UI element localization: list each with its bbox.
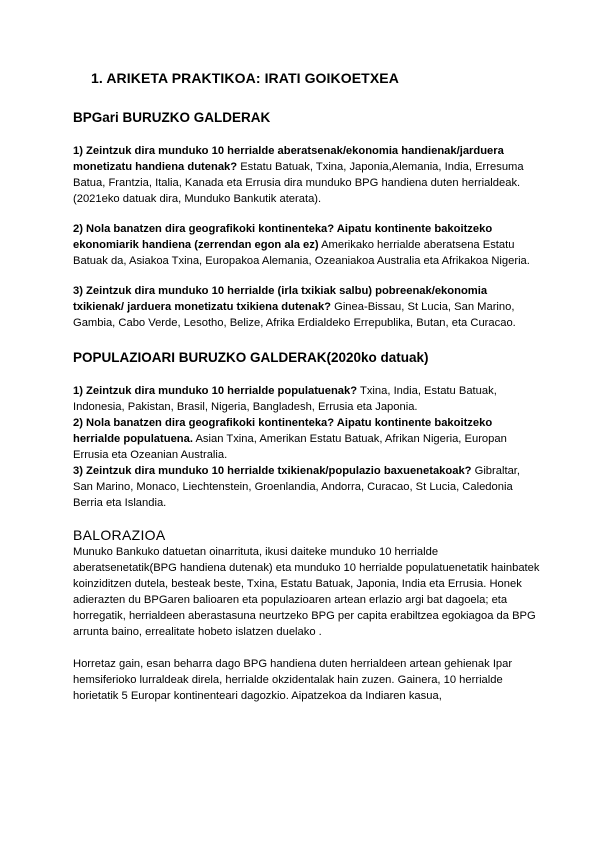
assessment-section-heading: BALORAZIOA bbox=[73, 527, 166, 543]
population-question-1-text: 1) Zeintzuk dira munduko 10 herrialde populatuenak? bbox=[73, 385, 358, 397]
assessment-paragraph-1: Munuko Bankuko datuetan oinarrituta, ikusi daiteke munduko 10 herrialde aberatsenetatik(BPG handiena dutenak) eta munduko 10 herrialde populatuenetatik hainbatek koinziditzen dutela, besteak beste, Txina, Estatu Batuak, Japonia, India eta Errusia. Honek adierazten du BPGaren balioaren eta populazioaren artean erlazio argi bat dagoela; eta horregatik, herrialdeen aberastasuna neurtzeko BPG per capita erabiltzea egokiagoa da BPG arrunta baino, errealitate hobeto islatzen duelako . bbox=[73, 546, 540, 638]
population-answer-1-text: Txina, India, Estatu Batuak, Indonesia, Pakistan, Brasil, Nigeria, Bangladesh, Errusia eta Japonia. bbox=[73, 385, 497, 413]
bpg-answer-1-text: Estatu Batuak, Txina, Japonia,Alemania, India, Erresuma Batua, Frantzia, Italia, Kanada eta Errusia dira munduko BPG handiena duten herrialdeak. (2021eko datuak dira, Munduko Bankutik aterata). bbox=[73, 161, 524, 205]
population-section-heading: POPULAZIOARI BURUZKO GALDERAK(2020ko datuak) bbox=[73, 350, 429, 365]
population-question-2-text: 2) Nola banatzen dira geografikoki kontinenteka? Aipatu kontinente bakoitzeko herrialde populatuena. bbox=[73, 417, 493, 445]
bpg-section-heading: BPGari BURUZKO GALDERAK bbox=[73, 110, 271, 125]
bpg-question-1 bbox=[73, 143, 540, 207]
population-question-3 bbox=[73, 463, 540, 511]
population-answer-3-text: Gibraltar, San Marino, Monaco, Liechtenstein, Groenlandia, Andorra, Curacao, St Lucia, Caledonia Berria eta Islandia. bbox=[73, 465, 521, 509]
bpg-answer-2-text: Amerikako herrialde aberatsena Estatu Batuak da, Asiakoa Txina, Europakoa Alemania, Ozeaniakoa Australia eta Afrikakoa Nigeria. bbox=[73, 239, 530, 267]
assessment-paragraph-2: Horretaz gain, esan beharra dago BPG handiena duten herrialdeen artean gehienak Ipar hemsiferioko lurraldeak direla, herrialde okzidentalak hain zuzen. Gainera, 10 herrialde horietatik 5 Europar kontinenteari dagozkio. Aipatzekoa da Indiaren kasua, bbox=[73, 658, 513, 702]
bpg-question-1-text: 1) Zeintzuk dira munduko 10 herrialde aberatsenak/ekonomia handienak/jarduera monetizatu handiena dutenak? bbox=[73, 145, 504, 173]
document-title: 1. ARIKETA PRAKTIKOA: IRATI GOIKOETXEA bbox=[91, 70, 399, 86]
population-question-1 bbox=[73, 383, 540, 415]
bpg-answer-3-text: Ginea-Bissau, St Lucia, San Marino, Gambia, Cabo Verde, Lesotho, Belize, Afrika Erdialdeko Errepublika, Butan, eta Curacao. bbox=[73, 301, 516, 329]
bpg-question-3 bbox=[73, 283, 540, 331]
bpg-question-3-text: 3) Zeintzuk dira munduko 10 herrialde (irla txikiak salbu) pobreenak/ekonomia txikienak/ jarduera monetizatu txikiena dutenak? bbox=[73, 285, 488, 313]
bpg-question-2-text: 2) Nola banatzen dira geografikoki kontinenteka? Aipatu kontinente bakoitzeko ekonomiarik handiena (zerrendan egon ala ez) bbox=[73, 223, 493, 251]
population-question-2 bbox=[73, 415, 540, 463]
bpg-question-2 bbox=[73, 221, 540, 269]
population-answer-2-text: Asian Txina, Amerikan Estatu Batuak, Afrikan Nigeria, Europan Errusia eta Ozeanian Australia. bbox=[73, 433, 507, 461]
population-question-3-text: 3) Zeintzuk dira munduko 10 herrialde txikienak/populazio baxuenetakoak? bbox=[73, 465, 472, 477]
